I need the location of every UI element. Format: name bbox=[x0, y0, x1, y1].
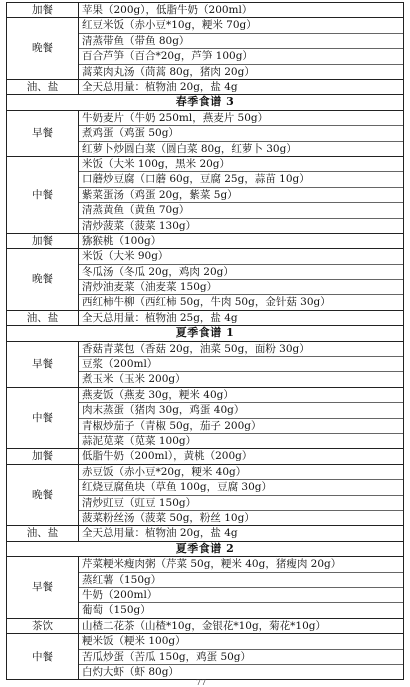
food-item: 猕猴桃（100g） bbox=[82, 234, 162, 247]
section-title: 夏季食谱 1 bbox=[7, 326, 404, 341]
food-item: 葡萄（150g） bbox=[79, 602, 403, 617]
meal-label: 中餐 bbox=[7, 387, 79, 449]
meal-label: 晚餐 bbox=[7, 18, 79, 80]
food-item: 清炒油麦菜（油麦菜 150g） bbox=[79, 279, 403, 294]
meal-label: 油、盐 bbox=[7, 526, 79, 541]
menu-page bbox=[6, 2, 404, 680]
meal-row bbox=[7, 618, 404, 633]
meal-label: 中餐 bbox=[7, 634, 79, 680]
meal-items bbox=[79, 233, 404, 248]
meal-row bbox=[7, 341, 404, 387]
meal-label: 油、盐 bbox=[7, 310, 79, 325]
food-item: 赤豆饭（赤小豆*20g，粳米 40g） bbox=[82, 465, 247, 478]
food-item: 清炒豇豆（豇豆 150g） bbox=[79, 495, 403, 510]
meal-row bbox=[7, 79, 404, 94]
food-item: 红萝卜炒圆白菜（圆白菜 80g，红萝卜 30g） bbox=[79, 141, 403, 156]
food-item: 全天总用量：植物油 20g，盐 4g bbox=[82, 80, 238, 93]
meal-label: 加餐 bbox=[7, 449, 79, 464]
meal-label: 早餐 bbox=[7, 110, 79, 156]
meal-label: 油、盐 bbox=[7, 79, 79, 94]
food-item: 白灼大虾（虾 80g） bbox=[79, 664, 403, 679]
food-item: 紫菜蛋汤（鸡蛋 20g，紫菜 5g） bbox=[79, 187, 403, 202]
food-item: 全天总用量：植物油 20g，盐 4g bbox=[82, 527, 238, 540]
meal-row bbox=[7, 233, 404, 248]
meal-row bbox=[7, 526, 404, 541]
meal-items bbox=[79, 18, 404, 80]
food-item: 煮玉米（玉米 200g） bbox=[79, 371, 403, 386]
meal-label: 中餐 bbox=[7, 156, 79, 233]
meal-label: 加餐 bbox=[7, 233, 79, 248]
section-title: 夏季食谱 2 bbox=[7, 541, 404, 556]
meal-items bbox=[79, 110, 404, 156]
food-item: 蒜泥苋菜（苋菜 100g） bbox=[79, 433, 403, 448]
meal-row bbox=[7, 557, 404, 619]
meal-row bbox=[7, 634, 404, 680]
meal-items bbox=[79, 341, 404, 387]
food-item: 煮鸡蛋（鸡蛋 50g） bbox=[79, 125, 403, 140]
meal-items bbox=[79, 449, 404, 464]
meal-label: 晚餐 bbox=[7, 249, 79, 311]
food-item: 红烧豆腐鱼块（草鱼 100g，豆腐 30g） bbox=[79, 479, 403, 494]
meal-row bbox=[7, 387, 404, 449]
food-item: 清炒菠菜（菠菜 130g） bbox=[79, 218, 403, 233]
meal-items bbox=[79, 249, 404, 311]
food-item: 米饭（大米 100g，黑米 20g） bbox=[82, 157, 231, 170]
menu-table bbox=[6, 2, 404, 680]
meal-row bbox=[7, 310, 404, 325]
food-item: 米饭（大米 90g） bbox=[82, 250, 169, 263]
food-item: 青椒炒茄子（青椒 50g，茄子 200g） bbox=[79, 418, 403, 433]
food-item: 低脂牛奶（200ml），黄桃（200g） bbox=[82, 450, 253, 463]
meal-items bbox=[79, 3, 404, 18]
food-item: 口蘑炒豆腐（口蘑 60g，豆腐 25g，蒜苗 10g） bbox=[79, 171, 403, 186]
meal-label: 早餐 bbox=[7, 557, 79, 619]
meal-items bbox=[79, 387, 404, 449]
meal-row bbox=[7, 156, 404, 233]
food-item: 芹菜粳米瘦肉粥（芹菜 50g，粳米 40g，猪瘦肉 20g） bbox=[82, 558, 342, 571]
meal-label: 加餐 bbox=[7, 3, 79, 18]
food-item: 蒸红薯（150g） bbox=[79, 572, 403, 587]
meal-items bbox=[79, 156, 404, 233]
food-item: 清蒸黄鱼（黄鱼 70g） bbox=[79, 202, 403, 217]
food-item: 山楂二花茶（山楂*10g，金银花*10g，菊花*10g） bbox=[82, 619, 326, 632]
food-item: 西红柿牛柳（西红柿 50g，牛肉 50g，金针菇 30g） bbox=[79, 294, 403, 309]
food-item: 蒿菜肉丸汤（茼蒿 80g，猪肉 20g） bbox=[79, 64, 403, 79]
meal-items bbox=[79, 464, 404, 526]
food-item: 豆浆（200ml） bbox=[79, 356, 403, 371]
food-item: 红豆米饭（赤小豆*10g，粳米 70g） bbox=[82, 19, 257, 32]
meal-items bbox=[79, 634, 404, 680]
meal-label: 早餐 bbox=[7, 341, 79, 387]
food-item: 牛奶（200ml） bbox=[79, 587, 403, 602]
meal-items bbox=[79, 618, 404, 633]
food-item: 牛奶麦片（牛奶 250ml，燕麦片 50g） bbox=[82, 111, 269, 124]
meal-items bbox=[79, 526, 404, 541]
meal-row bbox=[7, 18, 404, 80]
section-title-row bbox=[7, 95, 404, 110]
page-number: 77 bbox=[196, 678, 207, 687]
meal-label: 茶饮 bbox=[7, 618, 79, 633]
meal-items bbox=[79, 79, 404, 94]
food-item: 粳米饭（粳米 100g） bbox=[82, 635, 186, 648]
meal-row bbox=[7, 3, 404, 18]
meal-items bbox=[79, 557, 404, 619]
meal-row bbox=[7, 464, 404, 526]
food-item: 全天总用量：植物油 25g，盐 4g bbox=[82, 311, 238, 324]
meal-label: 晚餐 bbox=[7, 464, 79, 526]
food-item: 燕麦饭（燕麦 30g，粳米 40g） bbox=[82, 388, 234, 401]
section-title-row bbox=[7, 541, 404, 556]
food-item: 百合芦笋（百合*20g，芦笋 100g） bbox=[79, 48, 403, 63]
meal-row bbox=[7, 449, 404, 464]
meal-row bbox=[7, 110, 404, 156]
food-item: 冬瓜汤（冬瓜 20g，鸡肉 20g） bbox=[79, 264, 403, 279]
food-item: 肉末蒸蛋（猪肉 30g，鸡蛋 40g） bbox=[79, 402, 403, 417]
food-item: 清蒸带鱼（带鱼 80g） bbox=[79, 33, 403, 48]
section-title-row bbox=[7, 326, 404, 341]
food-item: 菠菜粉丝汤（菠菜 50g，粉丝 10g） bbox=[79, 510, 403, 525]
food-item: 香菇青菜包（香菇 20g，油菜 50g，面粉 30g） bbox=[82, 342, 310, 355]
meal-items bbox=[79, 310, 404, 325]
food-item: 苹果（200g），低脂牛奶（200ml） bbox=[82, 4, 253, 16]
meal-row bbox=[7, 249, 404, 311]
menu-table-body bbox=[7, 3, 404, 680]
section-title: 春季食谱 3 bbox=[7, 95, 404, 110]
food-item: 苦瓜炒蛋（苦瓜 150g，鸡蛋 50g） bbox=[79, 649, 403, 664]
